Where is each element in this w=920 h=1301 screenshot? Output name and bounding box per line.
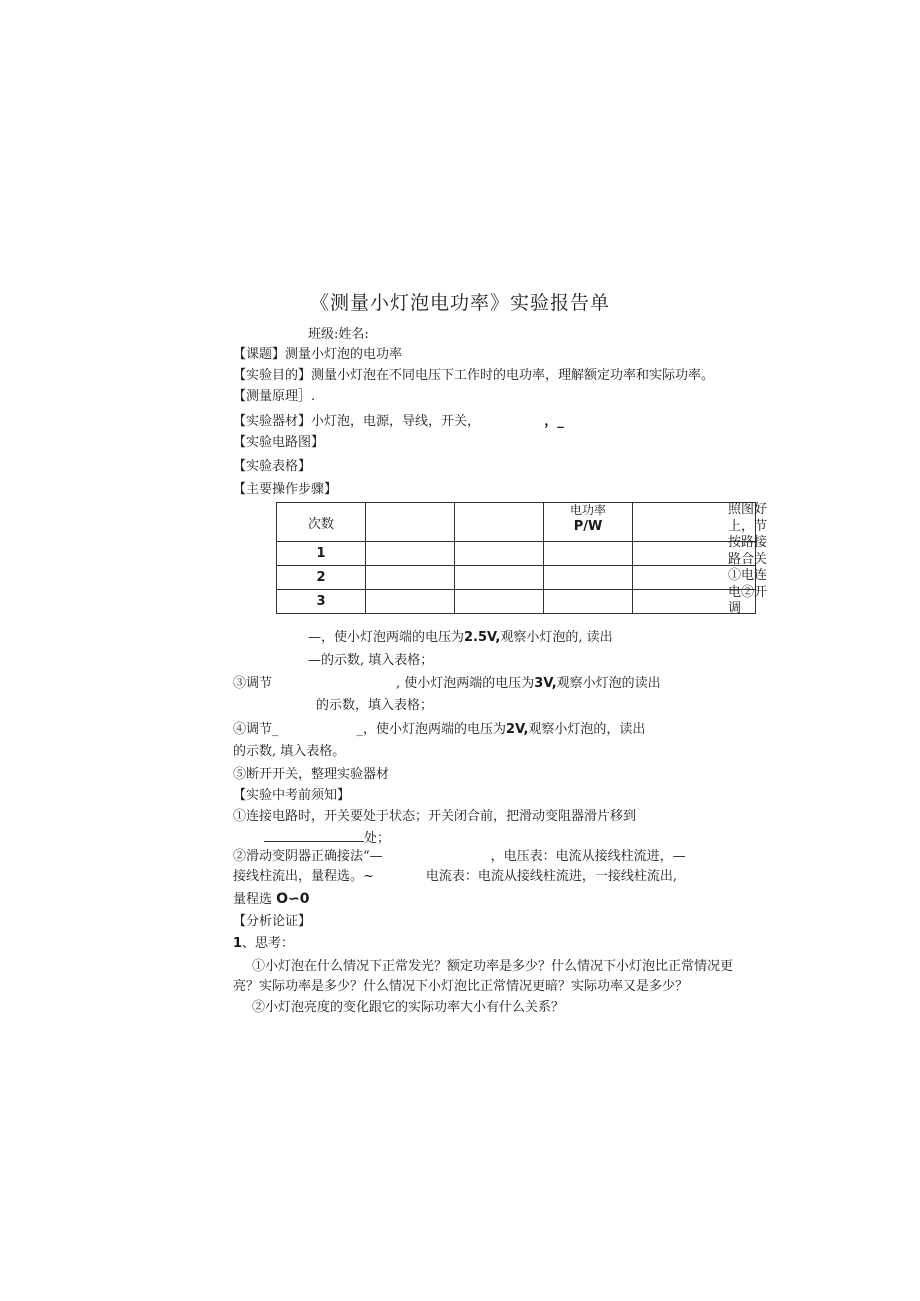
table-cell xyxy=(366,566,455,590)
note1-text-b: 处； xyxy=(364,831,391,846)
step4-line-2: 的示数, 填入表格。 xyxy=(233,744,346,759)
question1-line-2: 亮？实际功率是多少？什么情况下小灯泡比正常情况更暗？实际功率又是多少？ xyxy=(233,979,689,994)
question2-line: ②小灯泡亮度的变化跟它的实际功率大小有什么关系？ xyxy=(252,1000,565,1015)
notes-heading: 【实验中考前须知】 xyxy=(233,788,351,803)
table-cell xyxy=(366,542,455,566)
side-text-line: ①电连 xyxy=(728,568,768,583)
equipment-text: 【实验器材】小灯泡，电源，导线，开关， xyxy=(233,414,481,429)
step3-text-c: 观察小灯泡的读出 xyxy=(556,676,661,691)
power-unit: P/W xyxy=(573,519,603,534)
table-cell-index: 2 xyxy=(277,566,366,590)
step3-voltage: 3V, xyxy=(534,676,557,691)
side-text-line: 电②开 xyxy=(728,584,768,600)
table-cell xyxy=(544,542,633,566)
step3-text: , 使小灯泡两端的电压为 xyxy=(396,676,535,691)
step4-line xyxy=(233,721,645,739)
side-text-line: 上，节 xyxy=(728,518,768,534)
topic-line: 【课题】测量小灯泡的电功率 xyxy=(233,347,403,362)
step3-line xyxy=(233,675,661,693)
note2-text: ②滑动变阴器正确接法“— xyxy=(233,849,383,864)
note2-text-c: 接线柱流出，量程选。~ xyxy=(233,869,374,884)
side-text-line: 按路接 xyxy=(728,535,768,550)
steps-heading: 【主要操作步骤】 xyxy=(233,482,338,497)
table-cell xyxy=(455,590,544,614)
table-row xyxy=(277,542,756,566)
note2-range: O∽0 xyxy=(276,891,310,907)
class-name-line: 班级:姓名: xyxy=(308,327,369,342)
step4-voltage: 2V, xyxy=(506,722,529,737)
think-line xyxy=(233,935,294,953)
side-text-line: 照图好 xyxy=(728,502,768,517)
think-number: 1 xyxy=(233,936,243,951)
side-text-line: 调 xyxy=(728,601,742,616)
step3-label: ③调节 xyxy=(233,676,273,691)
step4-text-c: 观察小灯泡的，读出 xyxy=(528,722,646,737)
note1-line: ①连接电路时，开关要处于状态；开关闭合前，把滑动变阻器滑片移到 xyxy=(233,809,637,824)
purpose-line: 【实验目的】测量小灯泡在不同电压下工作时的电功率，理解额定功率和实际功率。 xyxy=(233,368,715,383)
table-cell-index: 1 xyxy=(277,542,366,566)
table-heading: 【实验表格】 xyxy=(233,459,312,474)
table-cell-index: 3 xyxy=(277,590,366,614)
side-text-column xyxy=(728,502,767,618)
analysis-heading: 【分析论证】 xyxy=(233,914,312,929)
table-cell xyxy=(544,566,633,590)
table-row xyxy=(277,566,756,590)
table-header-row xyxy=(277,503,756,542)
circuit-heading: 【实验电路图】 xyxy=(233,435,325,450)
note2-line xyxy=(233,848,686,866)
note2-text-d: 电流表：电流从接线柱流进，一接线柱流出, xyxy=(425,869,678,884)
step2-text: —，使小灯泡两端的电压为 xyxy=(308,630,465,645)
step2-line xyxy=(308,629,613,647)
power-label: 电功率 xyxy=(569,503,606,517)
note1-blank xyxy=(264,827,364,842)
note2-line-2 xyxy=(233,868,677,886)
note2-text-b: ，电压表：电流从接线柱流进，— xyxy=(490,849,686,864)
step4-text: _，使小灯泡两端的电压为 xyxy=(356,722,507,737)
table-cell xyxy=(455,542,544,566)
table-header-cell: 次数 xyxy=(277,503,366,542)
step2-voltage: 2.5V, xyxy=(464,630,501,645)
step4-label: ④调节_ xyxy=(233,722,279,737)
table-row xyxy=(277,590,756,614)
table-header-cell-power xyxy=(544,503,633,542)
table-header-cell xyxy=(455,503,544,542)
page-title: 《测量小灯泡电功率》实验报告单 xyxy=(309,292,610,314)
measurement-table xyxy=(276,502,756,614)
table-cell xyxy=(366,590,455,614)
question1-line: ①小灯泡在什么情况下正常发光？额定功率是多少？什么情况下小灯泡比正常情况更 xyxy=(252,959,734,974)
principle-line: 【测量原理］. xyxy=(233,389,316,404)
think-label: 、思考： xyxy=(242,936,295,951)
equipment-tail: ，_ xyxy=(544,414,564,429)
equipment-line xyxy=(233,413,564,431)
table-cell xyxy=(544,590,633,614)
step2-line-2: —的示数, 填入表格； xyxy=(308,653,434,668)
note2-line-3 xyxy=(233,890,310,909)
step5-line: ⑤断开开关，整理实验器材 xyxy=(233,767,390,782)
step2-text-b: 观察小灯泡的, 读出 xyxy=(500,630,613,645)
table-header-cell xyxy=(366,503,455,542)
table-cell xyxy=(455,566,544,590)
note1-line-2 xyxy=(264,827,390,848)
side-text-line: 路合关 xyxy=(728,551,768,567)
note2-text-e: 量程选 xyxy=(233,892,273,907)
step3-line-2: 的示数，填入表格； xyxy=(316,698,434,713)
